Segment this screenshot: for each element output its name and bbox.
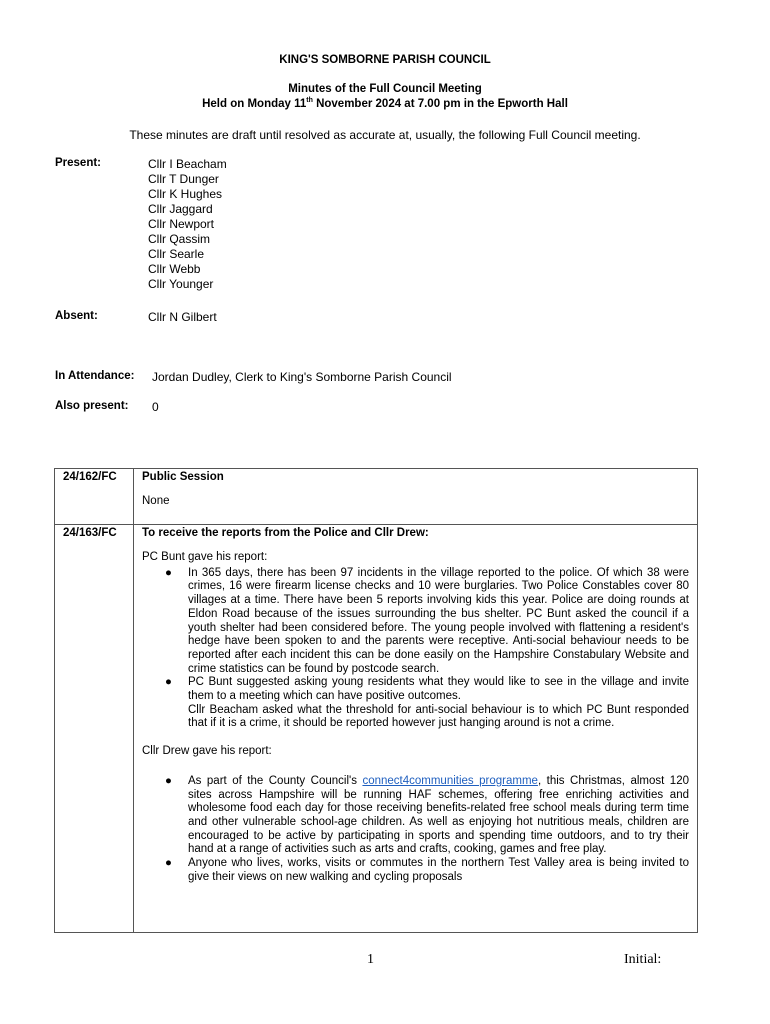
present-member: Cllr I Beacham (148, 157, 227, 171)
present-list (148, 157, 227, 292)
list-item (165, 774, 689, 857)
item-title: To receive the reports from the Police and Cllr Drew: (142, 527, 429, 539)
present-member: Cllr Newport (148, 217, 215, 231)
page-number: 1 (367, 952, 374, 967)
present-member: Cllr Jaggard (148, 202, 213, 216)
also-present-label: Also present: (55, 400, 129, 412)
bullet-icon: ● (165, 676, 172, 689)
meeting-details (0, 98, 770, 110)
absent-names: Cllr N Gilbert (148, 310, 217, 324)
minutes-table (54, 468, 698, 933)
attendance-text: Jordan Dudley, Clerk to King's Somborne Parish Council (152, 370, 452, 384)
item-title: Public Session (142, 471, 224, 483)
present-member: Cllr Webb (148, 262, 201, 276)
list-item (165, 566, 689, 677)
drew-intro: Cllr Drew gave his report: (142, 745, 272, 758)
present-member: Cllr Searle (148, 247, 205, 261)
present-member: Cllr Younger (148, 277, 214, 291)
held-prefix: Held on Monday 11 (202, 98, 307, 110)
item-ref: 24/163/FC (55, 525, 134, 933)
minutes-title: Minutes of the Full Council Meeting (288, 83, 482, 95)
item-ref: 24/162/FC (55, 469, 134, 525)
present-member: Cllr Qassim (148, 232, 210, 246)
bullet-text-extra: Cllr Beacham asked what the threshold for anti-social behaviour is to which PC Bunt responded that if it is a crime, it should be reported however just hanging around is not a crime. (188, 703, 689, 730)
bullet-text: In 365 days, there has been 97 incidents in the village reported to the police. Of which 38 were crimes, 16 were firearm license checks and 10 were burglaries. Two Police Constables cover 80 villages at a time. There have been 5 reports involving kids this year. Police are doing rounds at Eldon Road because of the issues surrounding the bus shelter. PC Bunt asked the council if a youth shelter had been considered before. The young people involved with flattening a resident's hedge have been spoken to and the parents were receptive. Anti-social behaviour needs to be reported after each incident this can be done easily on the Hampshire Constabulary Website and crime statistics can be found by postcode search. (188, 566, 689, 675)
list-item (165, 676, 689, 731)
item-body (134, 525, 698, 933)
initial-label: Initial: (624, 952, 662, 967)
absent-label: Absent: (55, 310, 98, 322)
attendance-label: In Attendance: (55, 370, 135, 382)
also-present-value: 0 (152, 400, 159, 414)
bullet-text: As part of the County Council's (188, 774, 363, 787)
police-intro: PC Bunt gave his report: (142, 551, 268, 563)
police-bullets (142, 567, 689, 731)
list-item (165, 857, 689, 884)
drew-bullets (142, 775, 689, 885)
bullet-icon: ● (165, 774, 172, 787)
bullet-text: , this Christmas, almost 120 sites across Hampshire will be running HAF schemes, offering free enriching activities and wholesome food each day for those receiving benefits-related free school meals during term time and other vulnerable school-age children. As well as enjoying hot nutritious meals, children are encouraged to be active by participating in sports and spending time outdoors, and to try their hand at a range of activities such as arts and crafts, cooking, games and free play. (188, 774, 689, 856)
held-suffix: November 2024 at 7.00 pm in the Epworth Hall (312, 98, 568, 110)
present-member: Cllr K Hughes (148, 187, 223, 201)
held-sup: th (306, 97, 313, 105)
bullet-text: Anyone who lives, works, visits or commutes in the northern Test Valley area is being invited to give their views on new walking and cycling proposals (188, 857, 689, 883)
bullet-icon: ● (165, 566, 172, 579)
draft-note: These minutes are draft until resolved as accurate at, usually, the following Full Council meeting. (129, 128, 641, 142)
table-row (55, 525, 698, 933)
present-member: Cllr T Dunger (148, 172, 219, 186)
item-body (134, 469, 698, 525)
council-name: KING'S SOMBORNE PARISH COUNCIL (279, 54, 491, 66)
item-text: None (142, 495, 170, 507)
table-row (55, 469, 698, 525)
bullet-text: PC Bunt suggested asking young residents what they would like to see in the village and invite them to a meeting which can have positive outcomes. (188, 676, 689, 703)
connect4communities-link[interactable]: connect4communities programme (362, 774, 538, 787)
bullet-icon: ● (165, 857, 172, 870)
present-label: Present: (55, 157, 102, 169)
